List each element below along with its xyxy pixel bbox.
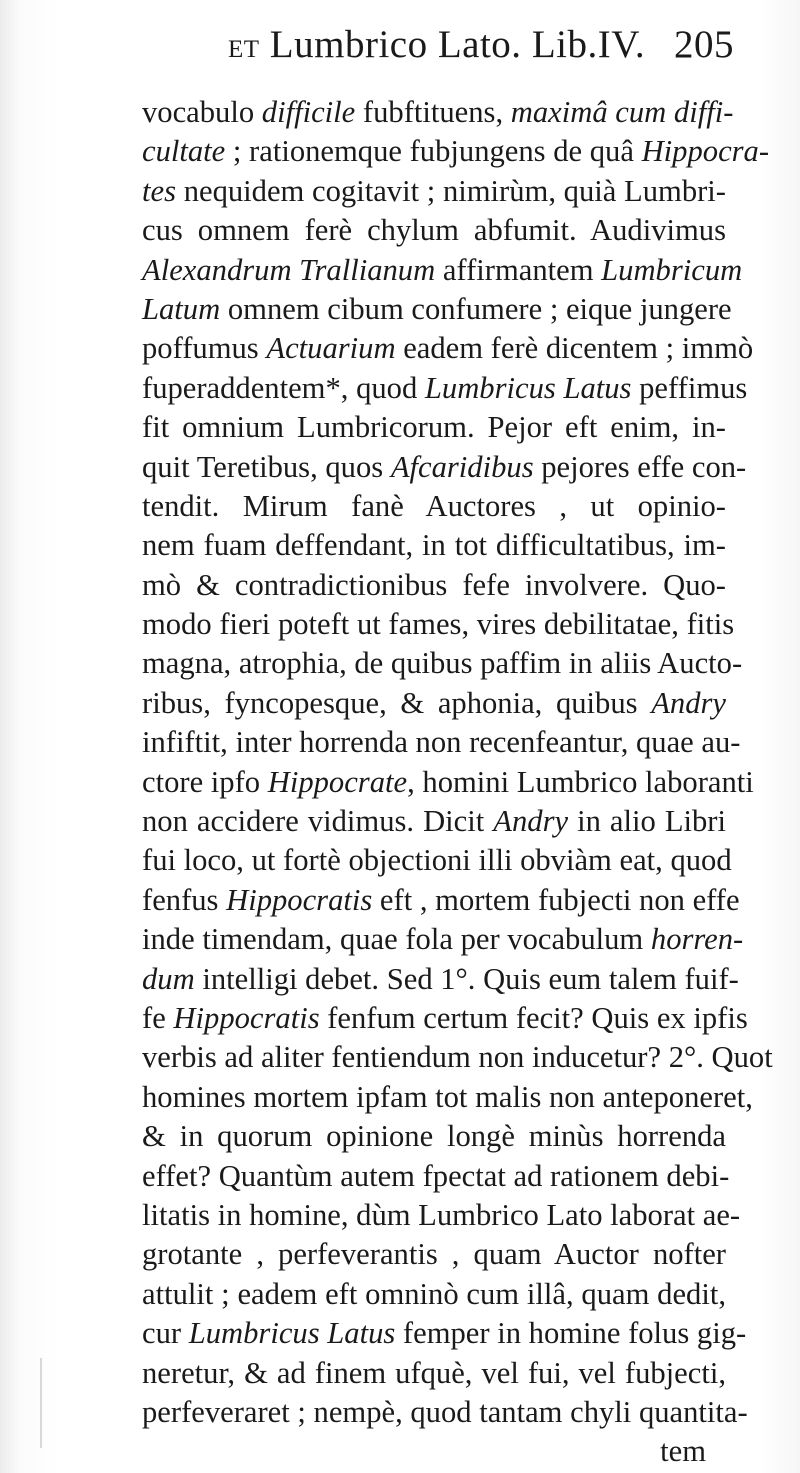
text-segment: homines mortem ipfam tot malis non anteponeret, [142,1079,753,1114]
text-line [142,723,741,762]
text-line [142,684,726,723]
text-segment: eft , mortem fubjecti non effe [372,882,740,917]
text-segment: infiftit, inter horrenda non recenfeantur, quae au- [142,725,741,760]
text-segment: fuperaddentem*, quod [142,370,425,405]
text-segment: attulit ; eadem eft omninò cum illâ, quam dedit, [142,1276,726,1311]
text-segment: magna, atrophia, de quibus paffim in aliis Aucto- [142,646,743,681]
text-line [142,1354,726,1393]
text-segment: effet? Quantùm autem fpectat ad rationem debi- [142,1158,730,1193]
text-segment: & in quorum opinione longè minùs horrenda [142,1119,726,1154]
text-line [142,999,748,1038]
text-segment: intelligi debet. Sed 1°. Quis eum talem fuif- [194,961,739,996]
text-line [142,1314,747,1353]
text-segment: tes [142,173,176,208]
text-segment: neretur, & ad finem ufquè, vel fui, vel fubjecti, [142,1355,726,1390]
text-line [142,251,743,290]
text-segment: horren- [650,922,744,957]
text-segment: omnem cibum confumere ; eique jungere [220,291,732,326]
text-segment: Hippocra- [641,134,770,169]
text-segment: ribus, fyncopesque, & aphonia, quibus [142,685,652,720]
text-segment: fenfus [142,882,227,917]
text-segment: Hippocratis [226,882,373,917]
text-segment: affirmantem [435,252,602,287]
text-segment: fui loco, ut fortè objectioni illi obviàm eat, quod [142,843,732,878]
text-segment: Hippocratis [173,1000,320,1035]
text-segment: femper in homine folus gig- [395,1316,747,1351]
text-line [142,1275,726,1314]
running-header [228,22,734,78]
text-segment: peffimus [631,370,748,405]
text-line [142,881,740,920]
text-segment: cus omnem ferè chylum abfumit. Audivimus [142,213,726,248]
text-line [142,920,744,959]
margin-mark [40,1358,42,1448]
text-line [142,1393,748,1432]
header-et: et [228,25,260,65]
text-line [142,566,726,605]
text-line [142,605,735,644]
text-segment: Lumbricus Latus [424,370,632,405]
text-segment: tendit. Mirum fanè Auctores , ut opinio- [142,488,726,523]
text-segment: maximâ cum diffi- [510,95,734,129]
text-segment: mò & contradictionibus fefe involvere. Quo- [142,567,726,602]
text-segment: verbis ad aliter fentiendum non inducetur? 2°. Quot [142,1040,773,1075]
text-segment: grotante , perfeverantis , quam Auctor nofter [142,1237,726,1272]
text-segment: poffumus [142,331,267,366]
text-segment: Andry [493,804,569,839]
text-segment: non accidere vidimus. Dicit [142,804,494,839]
text-segment: ctore ipfo [142,764,268,799]
text-segment: fubftituens, [355,95,511,129]
text-line [142,802,726,841]
text-segment: fenfum certum fecit? Quis ex ipfis [319,1000,748,1035]
text-segment: in alio Libri [568,804,727,839]
text-line [142,763,754,802]
text-segment: ; rationemque fubjungens de quâ [225,134,642,169]
text-line [142,290,732,329]
text-segment: Lumbricus Latus [188,1316,396,1351]
text-line [142,644,743,683]
text-line [142,1157,730,1196]
text-line [142,329,754,368]
text-line [142,1078,753,1117]
text-segment: litatis in homine, dùm Lumbrico Lato laborat ae- [142,1197,741,1232]
text-segment: Afcaridibus [390,449,534,484]
header-lib: Lib.IV. [531,23,646,66]
text-segment: cur [142,1316,189,1351]
text-line [142,1117,726,1156]
text-segment: fe [142,1000,174,1035]
text-segment: Lumbricum [601,252,743,287]
text-line [142,93,734,132]
text-line [142,1196,741,1235]
text-segment: dum [142,961,195,996]
text-segment: pejores effe con- [533,449,747,484]
header-lato: Lato. [437,23,522,66]
text-line [142,369,748,408]
page-number: 205 [674,23,734,66]
text-line [142,211,726,250]
text-line [142,1235,726,1274]
text-segment: inde timendam, quae fola per vocabulum [142,922,651,957]
text-segment: Andry [651,685,726,720]
text-line [142,172,726,211]
text-line [142,408,726,447]
text-segment: Hippocrate [267,764,408,799]
text-segment: difficile [261,95,356,129]
text-segment: , homini Lumbrico laboranti [407,764,754,799]
text-line [142,487,726,526]
text-segment: Latum [142,291,221,326]
text-segment: quit Teretibus, quos [142,449,391,484]
text-segment: modo fieri poteft ut fames, vires debilitatae, fitis [142,607,735,642]
text-segment: Alexandrum Trallianum [142,252,436,287]
text-segment: fit omnium Lumbricorum. Pejor eft enim, in- [142,410,726,445]
text-line [142,841,732,880]
text-line [142,1038,773,1077]
text-segment: nem fuam deffendant, in tot difficultatibus, im- [142,528,726,563]
text-line [142,960,739,999]
body-text [142,93,773,1472]
text-segment: perfeveraret ; nempè, quod tantam chyli quantita- [142,1394,748,1429]
text-line [142,132,770,171]
text-segment: nequidem cogitavit ; nimirùm, quià Lumbri- [176,173,726,208]
header-lumbrico: Lumbrico [269,23,428,66]
text-segment: Actuarium [266,331,396,366]
text-segment: cultate [142,134,226,169]
text-line [142,526,726,565]
text-line [142,448,747,487]
catchword: tem [660,1434,706,1469]
text-segment: eadem ferè dicentem ; immò [395,331,754,366]
text-segment: vocabulo [142,95,262,129]
